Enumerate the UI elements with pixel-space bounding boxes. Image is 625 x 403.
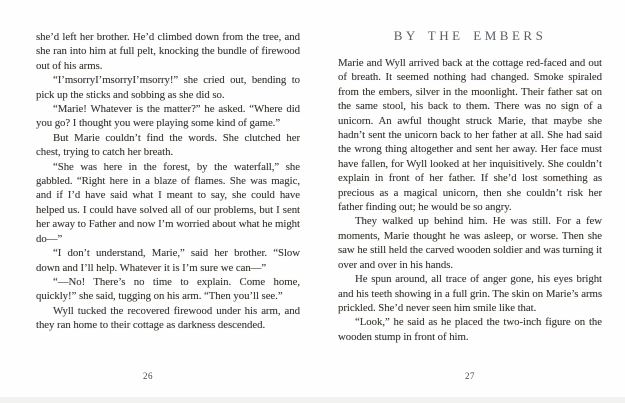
paragraph: He spun around, all trace of anger gone, his eyes bright and his teeth showing in a full grin. The skin on Marie’s arms prickled. She’d never seen him smile like that. xyxy=(338,273,602,314)
page-right-body xyxy=(338,56,602,344)
paragraph: “Marie! Whatever is the matter?” he asked. “Where did you go? I thought you were playing some kind of game.” xyxy=(36,103,300,130)
page-number-left: 26 xyxy=(143,371,153,381)
scan-bottom-edge xyxy=(0,397,625,403)
chapter-title: BY THE EMBERS xyxy=(393,28,547,43)
paragraph: “She was here in the forest, by the waterfall,” she gabbled. “Right here in a blaze of flames. She was magic, and if I’d have said what I meant to say, she could have helped us. I could have solved all of our problems, but I sent her away to Father and now I’m worried about what he might do—” xyxy=(36,160,300,245)
paragraph: “—No! There’s no time to explain. Come home, quickly!” she said, tugging on his arm. “Then you’ll see.” xyxy=(36,275,300,303)
paragraph: “Look,” he said as he placed the two-inch figure on the wooden stump in front of him. xyxy=(338,316,602,343)
paragraph: Wyll tucked the recovered firewood under his arm, and they ran home to their cottage as darkness descended. xyxy=(36,304,300,332)
paragraph: Marie and Wyll arrived back at the cottage red-faced and out of breath. It seemed nothing had changed. Smoke spiraled from the embers, silver in the moonlight. Their father sat on the same stool, his back to them. There was no sign of a unicorn. An awful thought struck Marie, that maybe she hadn’t sent the unicorn back to her father at all. She had said the wrong thing altogether and sent her away. Her face must have fallen, for Wyll looked at her inquisitively. She couldn’t explain in front of her father. If she’d lost something as precious as a magical unicorn, then she couldn’t risk her father finding out; he would be so angry. xyxy=(338,57,602,214)
paragraph: But Marie couldn’t find the words. She clutched her chest, trying to catch her breath. xyxy=(36,131,300,159)
paragraph: They walked up behind him. He was still. For a few moments, Marie thought he was asleep, or worse. Then she saw he still held the carved wooden soldier and was turning it over and over in his hands. xyxy=(338,215,602,271)
paragraph: “I’msorryI’msorryI’msorry!” she cried out, bending to pick up the sticks and sobbing as she did so. xyxy=(36,74,300,101)
page-number-right: 27 xyxy=(465,371,475,381)
page-left-body xyxy=(36,30,300,333)
paragraph: she’d left her brother. He’d climbed down from the tree, and she ran into him at full pelt, knocking the bundle of firewood out of his arms. xyxy=(36,31,300,72)
paragraph: “I don’t understand, Marie,” said her brother. “Slow down and I’ll help. Whatever it is I’m sure we can—” xyxy=(36,247,300,274)
